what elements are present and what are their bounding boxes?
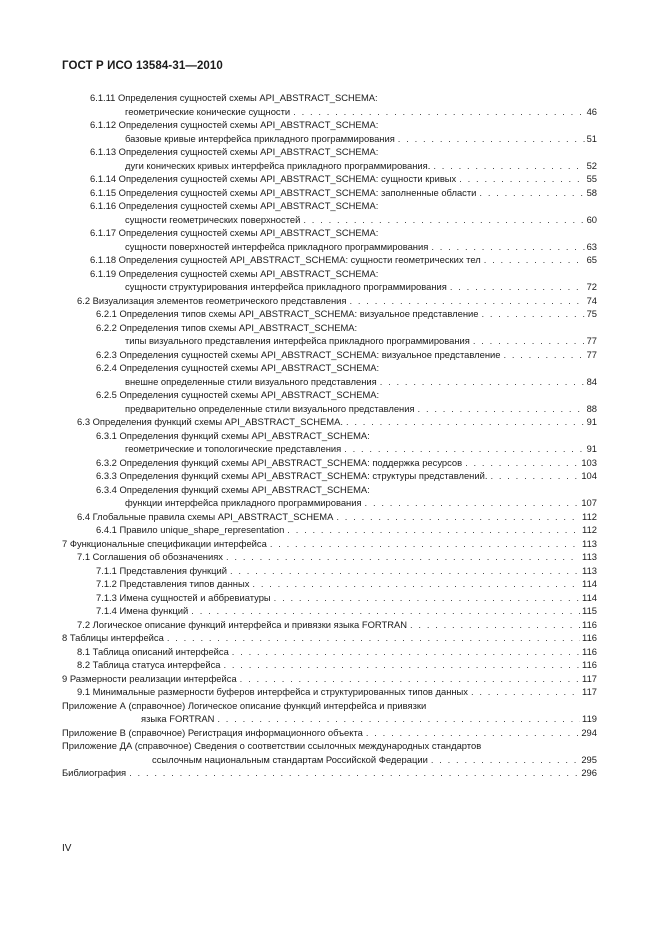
dot-leader (217, 713, 580, 725)
toc-entry: 7.2 Логическое описание функций интерфейса и привязки языка FORTRAN . . . 116 (77, 619, 597, 631)
dot-leader (418, 403, 585, 415)
dot-leader (344, 443, 584, 455)
dot-leader (410, 619, 580, 631)
dot-leader (230, 565, 580, 577)
toc-entry: дуги конических кривых интерфейса прикладного программирования. . . . 52 (125, 160, 597, 172)
toc-page-number: 114 (582, 591, 597, 603)
toc-entry: Приложение В (справочное) Регистрация информационного объекта . . . 294 (62, 727, 597, 739)
toc-page-number: 117 (582, 672, 597, 684)
toc-entry: 7.1.1 Представления функций . . . 113 (96, 565, 597, 577)
dot-leader (380, 376, 585, 388)
toc-entry: базовые кривые интерфейса прикладного программирования . . . 51 (125, 133, 597, 145)
toc-page-number: 55 (586, 173, 597, 184)
toc-entry: 6.4.1 Правило unique_shape_representation . . . 112 (96, 524, 597, 536)
toc-page-number: 58 (586, 186, 597, 198)
toc-page-number: 77 (586, 335, 597, 346)
dot-leader (287, 524, 580, 536)
toc-page-number: 115 (582, 605, 597, 616)
toc-entry: 6.1.14 Определения сущностей схемы API_ABSTRACT_SCHEMA: сущности кривых . . . 55 (90, 173, 597, 185)
toc-entry: геометрические конические сущности . . . 46 (125, 106, 597, 118)
toc-page-number: 112 (582, 524, 597, 535)
toc-entry: 6.1.11 Определения сущностей схемы API_ABSTRACT_SCHEMA: (90, 92, 378, 103)
toc-page-number: 119 (582, 713, 597, 724)
page-number: IV (62, 843, 72, 854)
toc-page-number: 295 (581, 753, 597, 765)
toc-entry: 8.1 Таблица описаний интерфейса . . . 116 (77, 646, 597, 658)
dot-leader (484, 254, 585, 266)
toc-entry: 6.3.3 Определения функций схемы API_ABSTRACT_SCHEMA: структуры представлений. . . . 104 (96, 470, 597, 482)
toc-page-number: 91 (586, 416, 597, 427)
dot-leader (349, 295, 584, 307)
dot-leader (293, 106, 584, 118)
dot-leader (274, 592, 580, 604)
dot-leader (365, 497, 580, 509)
toc-page-number: 116 (582, 618, 597, 630)
toc-page-number: 296 (581, 767, 597, 778)
toc-entry: 6.1.13 Определения сущностей схемы API_ABSTRACT_SCHEMA: (90, 146, 379, 157)
toc-page-number: 116 (582, 632, 597, 643)
toc-entry: 6.2.2 Определения типов схемы API_ABSTRACT_SCHEMA: (96, 321, 358, 333)
toc-entry: 6.1.16 Определения сущностей схемы API_ABSTRACT_SCHEMA: (90, 200, 379, 211)
toc-entry: 7.1.3 Имена сущностей и аббревиатуры . . . 114 (96, 592, 597, 604)
toc-page-number: 88 (586, 402, 597, 414)
toc-entry: 8 Таблицы интерфейса . . . 116 (62, 632, 597, 644)
toc-entry: предварительно определенные стили визуального представления . . . 88 (125, 403, 597, 415)
toc-entry: 6.3.4 Определения функций схемы API_ABSTRACT_SCHEMA: (96, 483, 370, 495)
toc-entry: Библиография . . . 296 (62, 767, 597, 779)
dot-leader (223, 659, 580, 671)
dot-leader (473, 335, 585, 347)
toc-page-number: 60 (586, 213, 597, 225)
toc-page-number: 46 (586, 105, 597, 117)
toc-page-number: 116 (582, 659, 597, 670)
toc-page-number: 113 (582, 551, 597, 562)
toc-page-number: 75 (586, 308, 597, 319)
toc-entry: 6.1.19 Определения сущностей схемы API_ABSTRACT_SCHEMA: (90, 267, 379, 279)
toc-page-number: 107 (581, 497, 597, 508)
dot-leader (226, 551, 580, 563)
toc-page-number: 114 (582, 578, 597, 589)
toc-entry: 6.2.3 Определения сущностей схемы API_ABSTRACT_SCHEMA: визуальное представление . . . 77 (96, 349, 597, 361)
dot-leader (471, 686, 580, 698)
toc-entry: 8.2 Таблица статуса интерфейса . . . 116 (77, 659, 597, 671)
dot-leader (191, 605, 580, 617)
toc-entry: языка FORTRAN . . . 119 (141, 713, 597, 725)
toc-page-number: 91 (586, 443, 597, 454)
toc-entry: сущности поверхностей интерфейса прикладного программирования . . . 63 (125, 241, 597, 253)
toc-entry: функции интерфейса прикладного программирования . . . 107 (125, 497, 597, 509)
dot-leader (366, 727, 579, 739)
toc-entry: 6.2 Визуализация элементов геометрического представления . . . 74 (77, 295, 597, 307)
toc-page-number: 113 (582, 564, 597, 576)
dot-leader (450, 281, 585, 293)
toc-entry: 9.1 Минимальные размерности буферов интерфейса и структурированных типов данных . . . 117 (77, 686, 597, 698)
toc-page-number: 52 (586, 159, 597, 171)
toc-entry: сущности структурирования интерфейса прикладного программирования . . . 72 (125, 281, 597, 293)
dot-leader (303, 214, 584, 226)
toc-entry: 6.3.1 Определения функций схемы API_ABSTRACT_SCHEMA: (96, 429, 370, 441)
dot-leader (398, 133, 585, 145)
toc-entry: 6.1.12 Определения сущностей схемы API_ABSTRACT_SCHEMA: (90, 119, 379, 130)
toc-page-number: 74 (586, 294, 597, 306)
dot-leader (252, 578, 580, 590)
toc-entry: Приложение А (справочное) Логическое описание функций интерфейса и привязки (62, 699, 427, 711)
toc-entry: 6.1.15 Определения сущностей схемы API_ABSTRACT_SCHEMA: заполненные области . . . 58 (90, 187, 597, 199)
toc-page-number: 51 (586, 132, 597, 144)
dot-leader (336, 511, 580, 523)
toc-page-number: 104 (581, 470, 597, 481)
toc-page-number: 77 (586, 348, 597, 360)
toc-entry: 6.1.17 Определения сущностей схемы API_ABSTRACT_SCHEMA: (90, 227, 379, 238)
dot-leader (503, 349, 584, 361)
toc-entry: ссылочным национальным стандартам Российской Федерации . . . 295 (152, 754, 597, 766)
toc-page-number: 117 (582, 686, 597, 697)
toc-entry: 7.1.2 Представления типов данных . . . 114 (96, 578, 597, 590)
toc-entry: 9 Размерности реализации интерфейса . . . 117 (62, 673, 597, 685)
dot-leader (270, 538, 580, 550)
toc-entry: 6.2.1 Определения типов схемы API_ABSTRACT_SCHEMA: визуальное представление . . . 75 (96, 308, 597, 320)
toc-entry: геометрические и топологические представления . . . 91 (125, 443, 597, 455)
dot-leader (129, 767, 579, 779)
toc-entry: 6.2.4 Определения сущностей схемы API_ABSTRACT_SCHEMA: (96, 362, 380, 373)
dot-leader (479, 187, 584, 199)
toc-entry: сущности геометрических поверхностей . . . 60 (125, 214, 597, 226)
toc-page-number: 112 (582, 510, 597, 522)
toc-entry: Приложение ДА (справочное) Сведения о соответствии ссылочных международных стандартов (62, 740, 482, 751)
dot-leader (431, 754, 580, 766)
toc-page-number: 294 (581, 726, 597, 738)
toc-entry: 6.3.2 Определения функций схемы API_ABSTRACT_SCHEMA: поддержка ресурсов . . . 103 (96, 457, 597, 469)
toc-page-number: 72 (586, 281, 597, 292)
toc-page-number: 116 (582, 645, 597, 657)
toc-page-number: 113 (582, 537, 597, 549)
dot-leader (431, 241, 584, 253)
dot-leader (459, 173, 584, 185)
dot-leader (433, 160, 584, 172)
toc-page-number: 103 (581, 456, 597, 468)
dot-leader (465, 457, 579, 469)
dot-leader (490, 470, 579, 482)
toc-page-number: 65 (586, 254, 597, 265)
toc-page-number: 84 (586, 375, 597, 387)
toc-entry: 7 Функциональные спецификации интерфейса . . . 113 (62, 538, 597, 550)
toc-entry: 6.1.18 Определения сущностей API_ABSTRACT_SCHEMA: сущности геометрических тел . . . 65 (90, 254, 597, 266)
dot-leader (481, 308, 584, 320)
toc-page-number: 63 (586, 240, 597, 252)
dot-leader (346, 416, 585, 428)
toc-entry: 7.1 Соглашения об обозначениях . . . 113 (77, 551, 597, 563)
toc-entry: внешне определенные стили визуального представления . . . 84 (125, 376, 597, 388)
toc-entry: 6.4 Глобальные правила схемы API_ABSTRACT_SCHEMA . . . 112 (77, 511, 597, 523)
toc-entry: 7.1.4 Имена функций . . . 115 (96, 605, 597, 617)
document-header: ГОСТ Р ИСО 13584-31—2010 (62, 60, 223, 72)
dot-leader (167, 632, 580, 644)
toc-entry: типы визуального представления интерфейса прикладного программирования . . . 77 (125, 335, 597, 347)
dot-leader (232, 646, 580, 658)
dot-leader (240, 673, 580, 685)
toc-entry: 6.2.5 Определения сущностей схемы API_ABSTRACT_SCHEMA: (96, 389, 380, 400)
toc-entry: 6.3 Определения функций схемы API_ABSTRACT_SCHEMA. . . . 91 (77, 416, 597, 428)
